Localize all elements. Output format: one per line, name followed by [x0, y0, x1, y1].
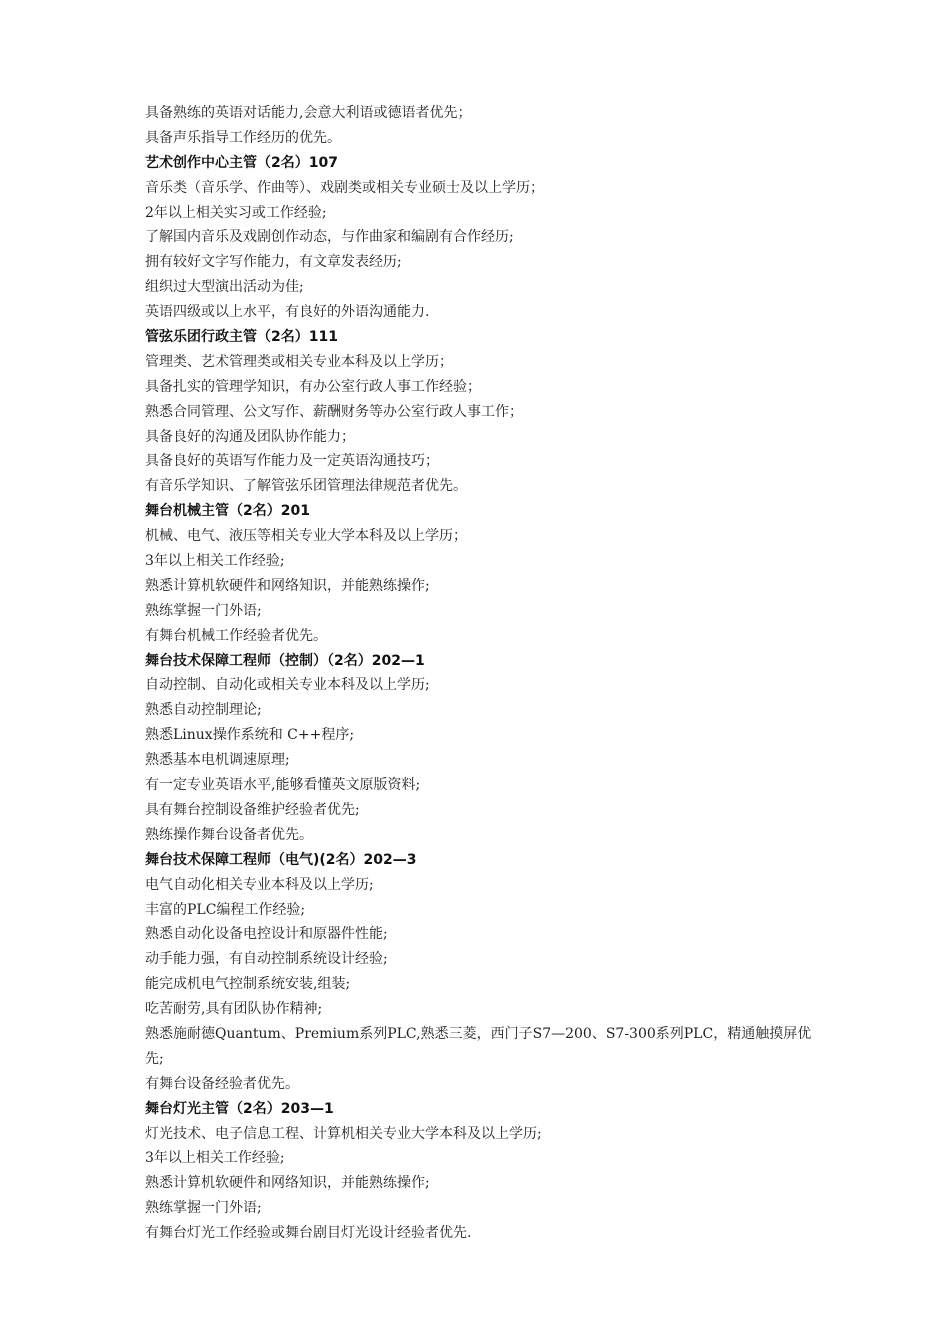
requirement-item: 具备良好的英语写作能力及一定英语沟通技巧； [145, 453, 439, 470]
intro-line: 具备熟练的英语对话能力,会意大利语或德语者优先； [145, 105, 472, 121]
section-heading: 艺术创作中心主管（2名）107 [145, 154, 338, 171]
requirement-item: 英语四级或以上水平，有良好的外语沟通能力. [145, 304, 430, 321]
section-heading: 舞台灯光主管（2名）203—1 [145, 1100, 334, 1117]
requirement-item: 熟悉计算机软硬件和网络知识，并能熟练操作; [145, 577, 430, 594]
requirement-item: 吃苦耐劳,具有团队协作精神; [145, 1001, 323, 1018]
requirement-item: 熟练掌握一门外语; [145, 1200, 262, 1217]
requirement-item: 熟悉施耐德Quantum、Premium系列PLC,熟悉三菱，西门子S7—200、S7-300系列PLC，精通触摸屏优先; [145, 1025, 812, 1067]
requirement-item: 拥有较好文字写作能力，有文章发表经历; [145, 254, 402, 271]
requirement-item: 熟悉Linux操作系统和 C++程序; [145, 727, 355, 744]
requirement-item: 有音乐学知识、了解管弦乐团管理法律规范者优先。 [145, 478, 467, 495]
requirement-item: 熟练操作舞台设备者优先。 [145, 826, 313, 843]
requirement-item: 电气自动化相关专业本科及以上学历; [145, 876, 374, 893]
requirement-item: 熟悉自动控制理论; [145, 702, 262, 719]
section-heading: 管弦乐团行政主管（2名）111 [145, 329, 338, 346]
requirement-item: 熟悉计算机软硬件和网络知识，并能熟练操作; [145, 1175, 430, 1192]
requirement-item: 3年以上相关工作经验; [145, 1150, 285, 1167]
intro-line: 具备声乐指导工作经历的优先。 [145, 129, 341, 146]
requirement-item: 灯光技术、电子信息工程、计算机相关专业大学本科及以上学历; [145, 1125, 542, 1142]
document-page [145, 101, 815, 1246]
requirement-item: 组织过大型演出活动为佳; [145, 279, 304, 296]
requirement-item: 机械、电气、液压等相关专业大学本科及以上学历； [145, 528, 467, 545]
requirement-item: 音乐类（音乐学、作曲等）、戏剧类或相关专业硕士及以上学历； [145, 179, 544, 196]
requirement-item: 具备良好的沟通及团队协作能力； [145, 428, 355, 445]
requirement-item: 自动控制、自动化或相关专业本科及以上学历; [145, 677, 430, 694]
requirement-item: 熟悉自动化设备电控设计和原器件性能; [145, 926, 388, 943]
requirement-item: 有舞台机械工作经验者优先。 [145, 627, 327, 644]
requirement-item: 具备扎实的管理学知识，有办公室行政人事工作经验； [145, 378, 481, 395]
requirement-item: 能完成机电气控制系统安装,组装; [145, 976, 351, 993]
requirement-item: 3年以上相关工作经验; [145, 553, 285, 570]
requirement-item: 了解国内音乐及戏剧创作动态，与作曲家和编剧有合作经历; [145, 229, 514, 246]
requirement-item: 有一定专业英语水平,能够看懂英文原版资料; [145, 777, 421, 794]
requirement-item: 有舞台设备经验者优先。 [145, 1075, 299, 1092]
requirement-item: 丰富的PLC编程工作经验; [145, 901, 306, 918]
requirement-item: 有舞台灯光工作经验或舞台剧目灯光设计经验者优先. [145, 1225, 472, 1242]
requirement-item: 熟练掌握一门外语; [145, 602, 262, 619]
requirement-item: 具有舞台控制设备维护经验者优先; [145, 801, 360, 818]
section-heading: 舞台机械主管（2名）201 [145, 503, 310, 520]
requirement-item: 管理类、艺术管理类或相关专业本科及以上学历； [145, 353, 453, 370]
requirement-item: 2年以上相关实习或工作经验; [145, 204, 327, 221]
requirement-item: 熟悉基本电机调速原理; [145, 752, 290, 769]
section-heading: 舞台技术保障工程师（电气)(2名）202—3 [145, 851, 417, 868]
requirement-item: 动手能力强，有自动控制系统设计经验; [145, 951, 388, 968]
requirement-item: 熟悉合同管理、公文写作、薪酬财务等办公室行政人事工作； [145, 403, 523, 420]
section-heading: 舞台技术保障工程师（控制）（2名）202—1 [145, 652, 425, 669]
